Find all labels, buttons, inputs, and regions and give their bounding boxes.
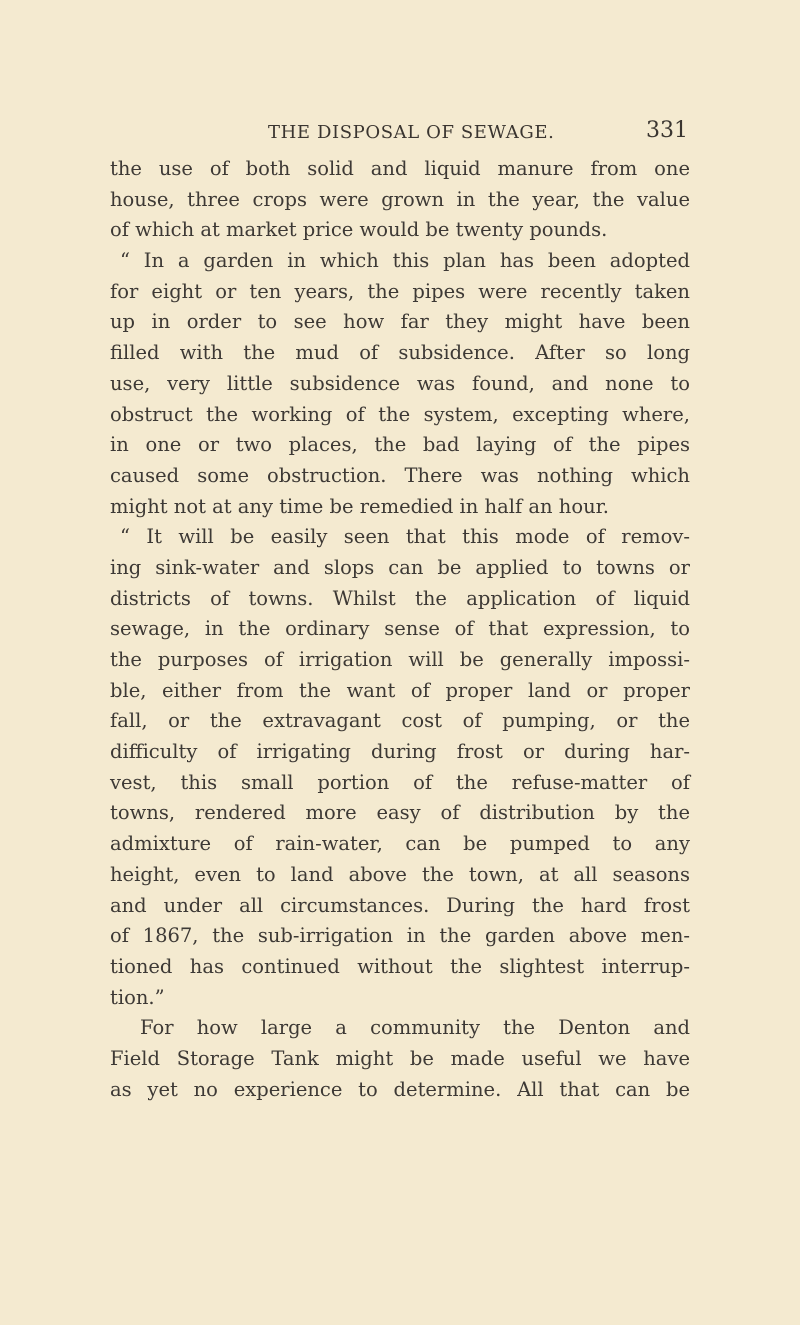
text-line: as yet no experience to determine. All that can be — [110, 1077, 690, 1101]
text-line: use, very little subsidence was found, and none to — [110, 371, 690, 395]
text-line: caused some obstruction. There was nothing which — [110, 463, 690, 487]
running-head: THE DISPOSAL OF SEWAGE. — [268, 122, 555, 143]
body-text — [110, 154, 690, 1105]
text-line: filled with the mud of subsidence. After so long — [110, 341, 690, 365]
page-header — [268, 118, 688, 150]
text-line: difficulty of irrigating during frost or during har- — [110, 740, 690, 764]
text-line: obstruct the working of the system, excepting where, — [110, 402, 690, 426]
text-line: “ It will be easily seen that this mode of remov- — [120, 525, 690, 549]
text-line: for eight or ten years, the pipes were recently taken — [110, 279, 690, 303]
page-number: 331 — [646, 118, 688, 143]
text-line: admixture of rain-water, can be pumped to any — [110, 832, 690, 856]
text-line: towns, rendered more easy of distribution by the — [110, 801, 690, 825]
text-line: For how large a community the Denton and — [140, 1016, 690, 1040]
text-line: ing sink-water and slops can be applied to towns or — [110, 555, 690, 579]
text-line: vest, this small portion of the refuse-matter of — [110, 770, 690, 794]
text-line: in one or two places, the bad laying of the pipes — [110, 433, 690, 457]
text-line: Field Storage Tank might be made useful we have — [110, 1046, 690, 1070]
text-line: of 1867, the sub-irrigation in the garden above men- — [110, 924, 690, 948]
text-line: tion.” — [110, 985, 165, 1009]
text-line: the purposes of irrigation will be generally impossi- — [110, 648, 690, 671]
text-line: might not at any time be remedied in half an hour. — [110, 494, 610, 518]
text-line: of which at market price would be twenty pounds. — [110, 218, 608, 242]
text-line: up in order to see how far they might have been — [110, 310, 690, 334]
text-line: and under all circumstances. During the hard frost — [110, 893, 690, 917]
text-line: tioned has continued without the slightest interrup- — [110, 954, 690, 978]
text-line: house, three crops were grown in the year, the value — [110, 187, 690, 211]
text-line: sewage, in the ordinary sense of that expression, to — [110, 617, 690, 641]
text-line: “ In a garden in which this plan has been adopted — [120, 249, 690, 273]
text-line: the use of both solid and liquid manure from one — [110, 157, 690, 180]
text-line: height, even to land above the town, at all seasons — [110, 862, 690, 886]
text-line: fall, or the extravagant cost of pumping, or the — [110, 709, 690, 733]
text-line: ble, either from the want of proper land or proper — [110, 678, 690, 702]
text-line: districts of towns. Whilst the application of liquid — [110, 586, 690, 610]
